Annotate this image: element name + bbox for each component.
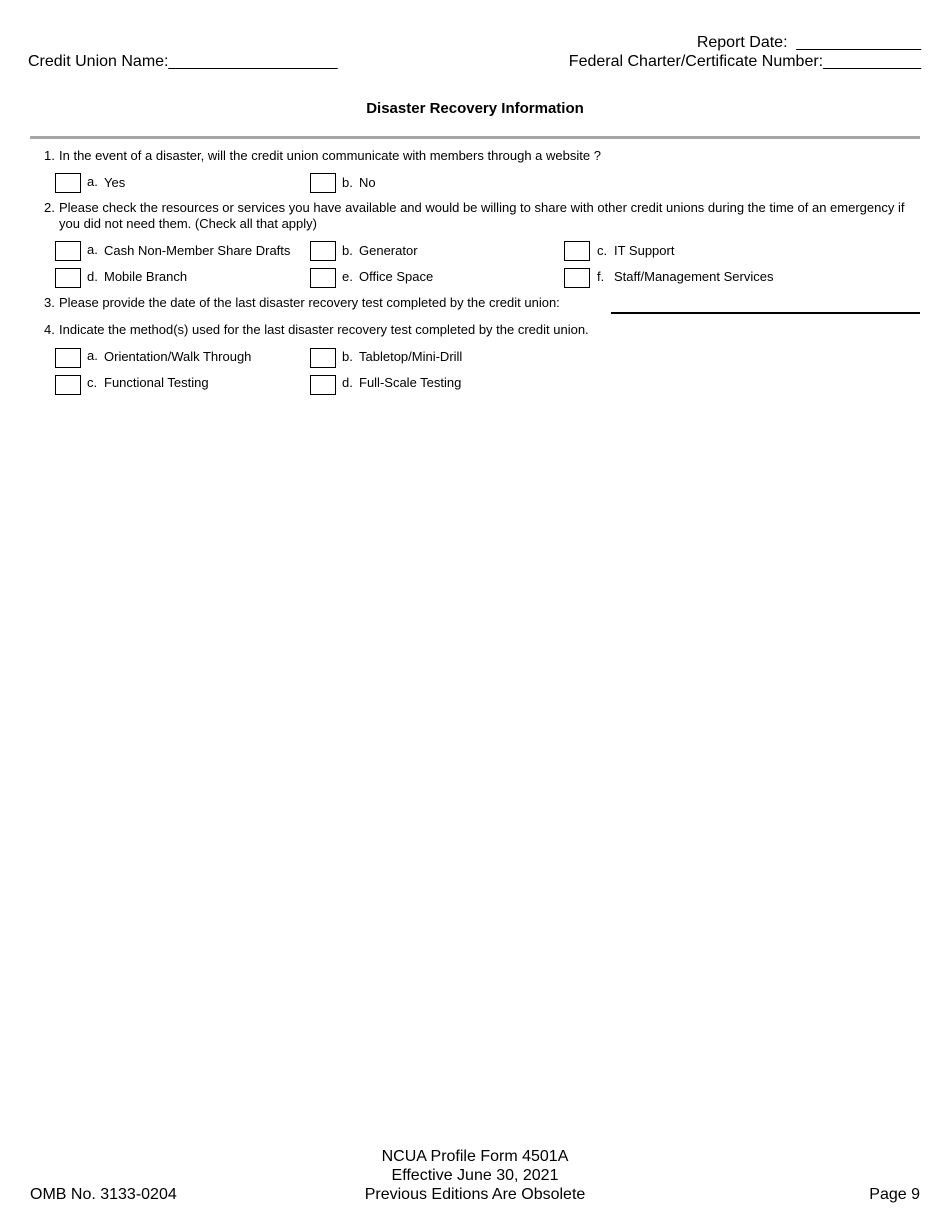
obsolete-notice: Previous Editions Are Obsolete xyxy=(364,1186,586,1203)
effective-date: Effective June 30, 2021 xyxy=(391,1167,559,1184)
option-label-mobile-branch: Mobile Branch xyxy=(104,269,188,284)
option-letter: b. xyxy=(342,349,353,364)
option-label-office-space: Office Space xyxy=(359,269,434,284)
option-label-orientation: Orientation/Walk Through xyxy=(104,349,252,364)
checkbox-q1-yes[interactable] xyxy=(55,173,81,193)
option-letter: d. xyxy=(87,269,98,284)
question-2-number: 2. xyxy=(44,200,55,215)
option-letter: a. xyxy=(87,242,98,257)
checkbox-q2-staff-services[interactable] xyxy=(564,268,590,288)
test-date-field[interactable] xyxy=(611,312,920,314)
question-4 xyxy=(0,322,950,340)
question-2 xyxy=(0,200,950,236)
option-label-generator: Generator xyxy=(359,243,418,258)
option-label-yes: Yes xyxy=(104,175,126,190)
checkbox-q4-full-scale[interactable] xyxy=(310,375,336,395)
option-letter: b. xyxy=(342,175,353,190)
option-letter: c. xyxy=(597,243,608,258)
charter-number-label: Federal Charter/Certificate Number:___________ xyxy=(568,53,921,70)
checkbox-q4-tabletop[interactable] xyxy=(310,348,336,368)
checkbox-q2-office-space[interactable] xyxy=(310,268,336,288)
page-number: Page 9 xyxy=(869,1186,920,1203)
option-label-cash-drafts: Cash Non-Member Share Drafts xyxy=(104,243,291,258)
checkbox-q4-orientation[interactable] xyxy=(55,348,81,368)
question-1-text: In the event of a disaster, will the credit union communicate with members through a website ? xyxy=(59,148,601,163)
question-4-text: Indicate the method(s) used for the last disaster recovery test completed by the credit union. xyxy=(59,322,589,337)
page-title: Disaster Recovery Information xyxy=(366,100,584,117)
section-divider xyxy=(30,136,920,139)
question-1-number: 1. xyxy=(44,148,55,163)
option-label-full-scale: Full-Scale Testing xyxy=(359,375,462,390)
option-letter: b. xyxy=(342,243,353,258)
question-3-text: Please provide the date of the last disaster recovery test completed by the credit union: xyxy=(59,295,560,310)
option-letter: c. xyxy=(87,375,98,390)
question-4-number: 4. xyxy=(44,322,55,337)
omb-number: OMB No. 3133-0204 xyxy=(30,1186,177,1203)
checkbox-q2-generator[interactable] xyxy=(310,241,336,261)
option-label-tabletop: Tabletop/Mini-Drill xyxy=(359,349,463,364)
checkbox-q2-mobile-branch[interactable] xyxy=(55,268,81,288)
option-letter: a. xyxy=(87,174,98,189)
checkbox-q1-no[interactable] xyxy=(310,173,336,193)
option-letter: e. xyxy=(342,269,353,284)
report-date-label: Report Date: ______________ xyxy=(696,34,921,51)
option-label-it-support: IT Support xyxy=(614,243,675,258)
checkbox-q2-it-support[interactable] xyxy=(564,241,590,261)
question-3-number: 3. xyxy=(44,295,55,310)
checkbox-q4-functional[interactable] xyxy=(55,375,81,395)
option-letter: d. xyxy=(342,375,353,390)
option-label-no: No xyxy=(359,175,376,190)
option-label-staff-services: Staff/Management Services xyxy=(614,269,774,284)
form-name: NCUA Profile Form 4501A xyxy=(381,1148,569,1165)
option-letter: a. xyxy=(87,348,98,363)
question-2-text: Please check the resources or services you have available and would be willing to share with other credit unions during the time of an emergency if you did not need them. (Check all that apply) xyxy=(59,200,905,231)
checkbox-q2-cash-drafts[interactable] xyxy=(55,241,81,261)
question-1 xyxy=(0,148,950,166)
option-label-functional: Functional Testing xyxy=(104,375,209,390)
credit-union-name-label: Credit Union Name:___________________ xyxy=(28,53,338,70)
option-letter: f. xyxy=(597,269,605,284)
question-3 xyxy=(0,295,950,313)
